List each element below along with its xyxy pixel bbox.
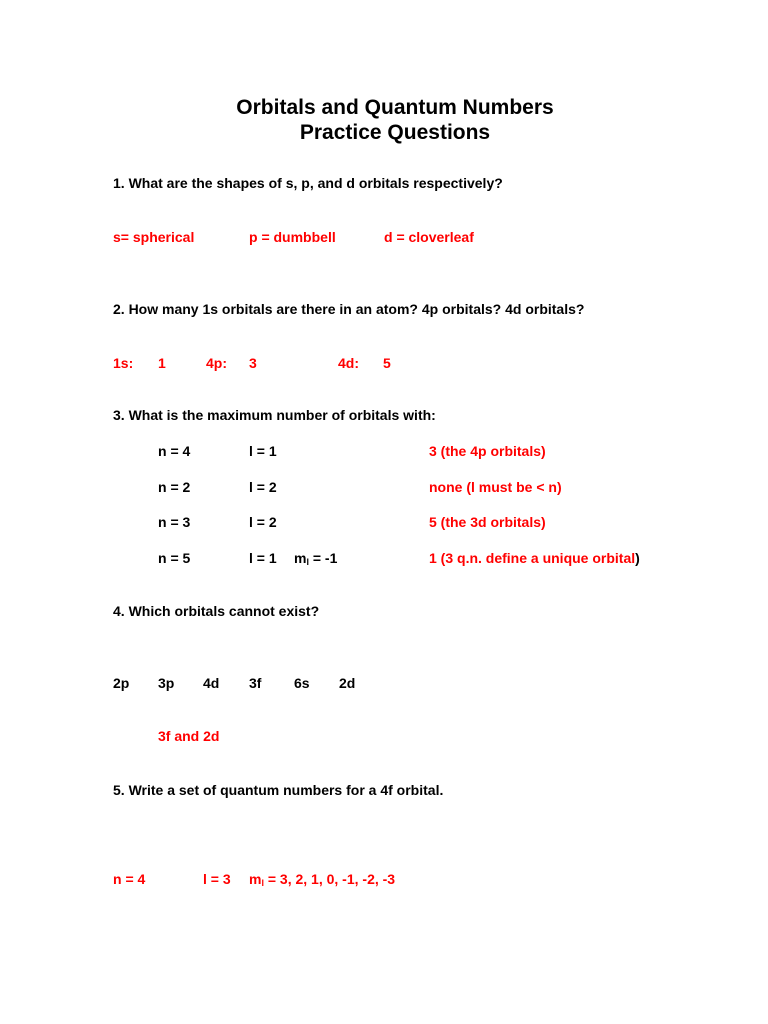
q5-ml-symbol: m [249, 871, 262, 887]
q5-answer-ml [249, 871, 395, 887]
q5-answer-n: n = 4 [113, 871, 146, 887]
question-4: 4. Which orbitals cannot exist? [113, 603, 320, 619]
q4-answer: 3f and 2d [158, 728, 220, 744]
q3-row-4-n: n = 5 [158, 550, 191, 566]
ml-value: = -1 [308, 550, 338, 566]
q3-row-1-answer: 3 (the 4p orbitals) [429, 443, 546, 459]
q3-row-4-answer-text: 1 (3 q.n. define a unique orbital [429, 550, 636, 566]
q3-row-4-ml [294, 550, 337, 566]
answer-1-d: d = cloverleaf [384, 229, 474, 245]
title-line-2: Practice Questions [299, 121, 491, 144]
q4-option: 6s [294, 675, 310, 691]
q3-row-4-l: l = 1 [249, 550, 277, 566]
answer-2-label-4d: 4d: [338, 355, 359, 371]
answer-2-value-4d: 5 [383, 355, 391, 371]
answer-2-value-4p: 3 [249, 355, 257, 371]
q3-row-1-n: n = 4 [158, 443, 191, 459]
q3-row-3-n: n = 3 [158, 514, 191, 530]
ml-symbol: m [294, 550, 307, 566]
q3-row-2-n: n = 2 [158, 479, 191, 495]
answer-2-label-4p: 4p: [206, 355, 227, 371]
q4-option: 3p [158, 675, 175, 691]
q4-option: 4d [203, 675, 220, 691]
q3-row-1-l: l = 1 [249, 443, 277, 459]
question-2: 2. How many 1s orbitals are there in an atom? 4p orbitals? 4d orbitals? [113, 301, 585, 317]
question-1: 1. What are the shapes of s, p, and d orbitals respectively? [113, 175, 503, 191]
q3-row-2-answer: none (l must be < n) [429, 479, 562, 495]
title-line-1: Orbitals and Quantum Numbers [236, 96, 554, 119]
q4-option: 2p [113, 675, 130, 691]
q3-row-4-answer [429, 550, 640, 566]
q3-row-3-answer: 5 (the 3d orbitals) [429, 514, 546, 530]
q4-option: 2d [339, 675, 356, 691]
ml-subscript: l [306, 557, 309, 567]
q3-row-2-l: l = 2 [249, 479, 277, 495]
answer-2-value-1s: 1 [158, 355, 166, 371]
answer-1-s: s= spherical [113, 229, 195, 245]
q4-option: 3f [249, 675, 262, 691]
answer-1-p: p = dumbbell [249, 229, 336, 245]
answer-2-label-1s: 1s: [113, 355, 134, 371]
question-5: 5. Write a set of quantum numbers for a 4f orbital. [113, 782, 444, 798]
q5-ml-subscript: l [261, 878, 264, 888]
q3-row-3-l: l = 2 [249, 514, 277, 530]
q5-ml-values: = 3, 2, 1, 0, -1, -2, -3 [263, 871, 396, 887]
q5-answer-l: l = 3 [203, 871, 231, 887]
q3-row-4-answer-tail: ) [635, 550, 640, 566]
question-3: 3. What is the maximum number of orbitals with: [113, 407, 436, 423]
